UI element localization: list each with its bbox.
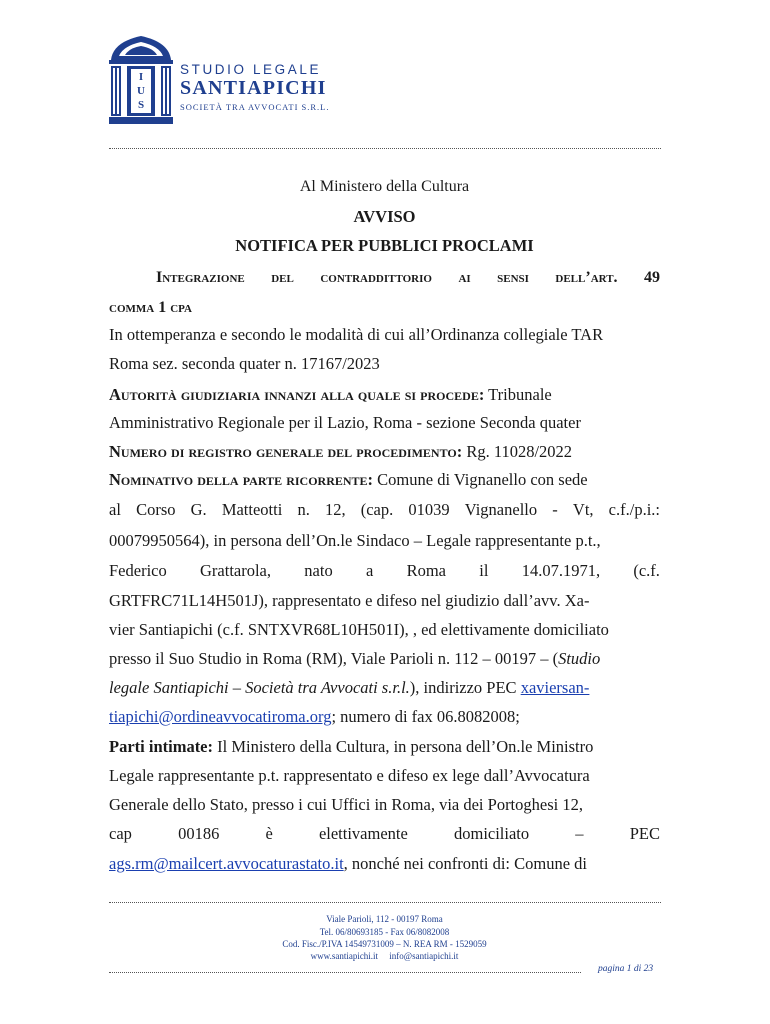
subtitle-word: dell’art.	[555, 269, 618, 286]
header-divider	[109, 148, 661, 149]
word: domiciliato	[453, 824, 530, 843]
subtitle-word: sensi	[497, 269, 529, 286]
word: Vignanello	[464, 500, 538, 519]
subtitle-word: contraddittorio	[320, 269, 432, 286]
footer-fisc: Cod. Fisc./P.IVA 14549731009 – N. REA RM - 1529059	[282, 939, 487, 949]
word: (c.f.	[633, 561, 660, 580]
subtitle-integrazione	[156, 268, 660, 288]
numero-label: Numero di registro generale del procedimento:	[109, 442, 463, 461]
parti-value: Il Ministero della Cultura, in persona dell’On.le Ministro	[213, 737, 594, 756]
word: Vt,	[572, 500, 594, 519]
text: , nonché nei confronti di: Comune di	[343, 854, 587, 873]
logo-letter-1: I	[138, 71, 144, 83]
nominativo-line	[109, 470, 660, 490]
logo-letter-3: S	[137, 99, 145, 111]
parti-line-4	[109, 824, 660, 844]
ricorrente-line-3: 00079950564), in persona dell’On.le Sindaco – Legale rappresentante p.t.,	[109, 531, 601, 550]
word: 01039	[408, 500, 450, 519]
word: 12,	[324, 500, 346, 519]
footer-tel: Tel. 06/80693185 - Fax 06/8082008	[319, 927, 450, 937]
word: –	[575, 824, 584, 843]
firm-line-2: SANTIAPICHI	[180, 77, 327, 99]
pec-link-avvocatura[interactable]: ags.rm@mailcert.avvocaturastato.it	[109, 854, 344, 873]
text-italic: Studio	[558, 649, 601, 668]
subtitle-word: Integrazione	[156, 269, 245, 286]
title-avviso: AVVISO	[353, 207, 416, 226]
firm-line-1: STUDIO LEGALE	[180, 62, 322, 77]
ricorrente-line-5: GRTFRC71L14H501J), rappresentato e difeso nel giudizio dall’avv. Xa-	[109, 591, 590, 610]
logo-letters	[131, 70, 151, 112]
text: ), indirizzo PEC	[409, 678, 521, 697]
parti-line-1	[109, 737, 660, 757]
p1-line-2: Roma sez. seconda quater n. 17167/2023	[109, 354, 380, 373]
p1-line-1: In ottemperanza e secondo le modalità di cui all’Ordinanza collegiale TAR	[109, 325, 604, 344]
word: Federico	[109, 561, 167, 580]
pec-link-ricorrente[interactable]: xaviersan-	[520, 678, 590, 697]
subtitle-word: del	[271, 269, 294, 286]
footer-web: www.santiapichi.it info@santiapichi.it	[310, 951, 459, 961]
ricorrente-line-6: vier Santiapichi (c.f. SNTXVR68L10H501I), , ed elettivamente domiciliato	[109, 620, 609, 639]
page-number: pagina 1 di 23	[598, 964, 654, 974]
firm-line-3: SOCIETÀ TRA AVVOCATI S.R.L.	[180, 102, 330, 112]
word: elettivamente	[318, 824, 408, 843]
word: cap	[109, 824, 132, 843]
pec-link-ricorrente-cont[interactable]: tiapichi@ordineavvocatiroma.org	[109, 707, 332, 726]
word: -	[552, 500, 558, 519]
word: G.	[190, 500, 207, 519]
ricorrente-line-2	[109, 500, 660, 520]
ricorrente-line-8	[109, 678, 660, 698]
subtitle-comma-text: comma 1 cpa	[109, 299, 192, 316]
word: a	[365, 561, 374, 580]
numero-value: Rg. 11028/2022	[462, 442, 573, 461]
addressee: Al Ministero della Cultura	[299, 178, 470, 195]
word: c.f./p.i.:	[608, 500, 660, 519]
subtitle-word: 49	[644, 269, 660, 286]
word: Roma	[406, 561, 446, 580]
numero-line	[109, 442, 660, 462]
nominativo-value: Comune di Vignanello con sede	[373, 470, 588, 489]
word: il	[479, 561, 489, 580]
autorita-line	[109, 385, 660, 405]
autorita-value: Tribunale	[484, 385, 552, 404]
word: nato	[304, 561, 333, 580]
footer-address: Viale Parioli, 112 - 00197 Roma	[326, 914, 443, 924]
text-italic: legale Santiapichi – Società tra Avvocati s.r.l.	[109, 678, 410, 697]
word: Grattarola,	[200, 561, 272, 580]
word: 14.07.1971,	[521, 561, 601, 580]
parti-line-2: Legale rappresentante p.t. rappresentato e difeso ex lege dall’Avvocatura	[109, 766, 590, 785]
autorita-line-2: Amministrativo Regionale per il Lazio, Roma - sezione Seconda quater	[109, 413, 581, 432]
word: è	[265, 824, 273, 843]
nominativo-label: Nominativo della parte ricorrente:	[109, 470, 374, 489]
word: Corso	[136, 500, 176, 519]
ricorrente-line-7	[109, 649, 660, 669]
parti-line-3: Generale dello Stato, presso i cui Uffici in Roma, via dei Portoghesi 12,	[109, 795, 583, 814]
word: n.	[297, 500, 310, 519]
word: 00186	[178, 824, 220, 843]
word: al	[109, 500, 121, 519]
title-notifica: NOTIFICA PER PUBBLICI PROCLAMI	[235, 236, 534, 255]
parti-label: Parti intimate:	[109, 737, 214, 756]
parti-line-5	[109, 854, 660, 874]
logo-letter-2: U	[137, 85, 145, 97]
firm-name-block	[180, 62, 329, 114]
word: (cap.	[360, 500, 394, 519]
footer-divider-2	[109, 972, 581, 973]
ricorrente-line-9	[109, 707, 660, 727]
subtitle-comma	[109, 298, 660, 318]
text: presso il Suo Studio in Roma (RM), Viale Parioli n. 112 – 00197 – (	[109, 649, 559, 668]
word: PEC	[629, 824, 660, 843]
ricorrente-line-4	[109, 561, 660, 581]
word: Matteotti	[221, 500, 283, 519]
autorita-label: Autorità giudiziaria innanzi alla quale si procede:	[109, 385, 485, 404]
text: ; numero di fax 06.8082008;	[331, 707, 520, 726]
footer-divider	[109, 902, 661, 903]
subtitle-word: ai	[458, 269, 471, 286]
